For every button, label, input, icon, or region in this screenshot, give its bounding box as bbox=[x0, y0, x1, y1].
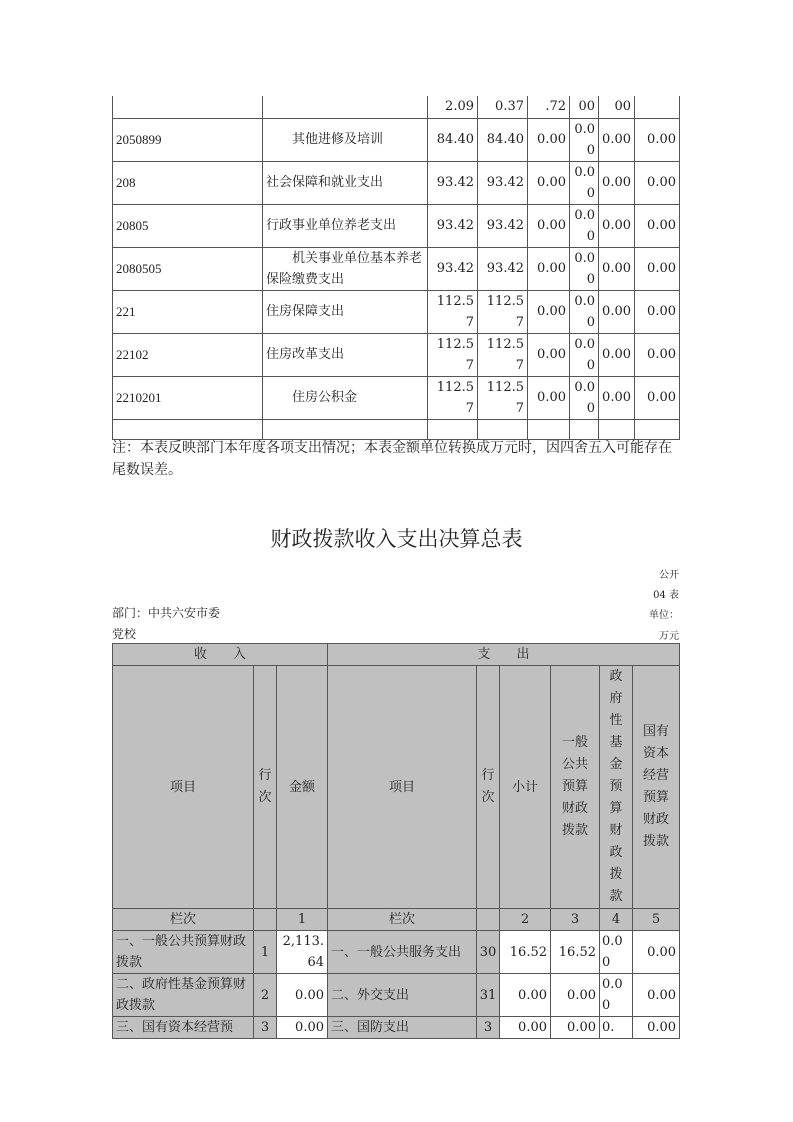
col-index-4: 4 bbox=[600, 909, 633, 931]
cell-c7: 0.00 bbox=[599, 161, 635, 204]
cell-code: 2210201 bbox=[113, 376, 263, 419]
cell-c6: 0.00 bbox=[570, 161, 599, 204]
cell-name bbox=[263, 96, 428, 118]
empty-cell bbox=[599, 419, 635, 439]
cell-basic: 93.42 bbox=[478, 204, 528, 247]
cell-project: 0.00 bbox=[528, 247, 570, 290]
cell-basic: 112.57 bbox=[478, 333, 528, 376]
table-row bbox=[113, 1017, 680, 1039]
table-row bbox=[113, 290, 680, 333]
cell-total: 93.42 bbox=[428, 161, 478, 204]
department-label: 部门：中共六安市委 bbox=[112, 606, 221, 620]
cell-total: 112.57 bbox=[428, 290, 478, 333]
general-budget-header-cell bbox=[551, 666, 600, 909]
cell-name: 住房改革支出 bbox=[263, 333, 428, 376]
cell-project: 0.00 bbox=[528, 333, 570, 376]
table-note: 注：本表反映部门本年度各项支出情况；本表金额单位转换成万元时，因四舍五入可能存在尾数误差。 bbox=[112, 440, 672, 478]
cell-code: 208 bbox=[113, 161, 263, 204]
cell-c8: 0.00 bbox=[635, 333, 680, 376]
empty-cell bbox=[635, 419, 680, 439]
cell-total: 93.42 bbox=[428, 204, 478, 247]
cell-name: 社会保障和就业支出 bbox=[263, 161, 428, 204]
cell-code bbox=[113, 96, 263, 118]
col-label: 栏次 bbox=[113, 909, 254, 931]
cell-c7: 0.00 bbox=[599, 118, 635, 161]
cell-name: 其他进修及培训 bbox=[263, 118, 428, 161]
department-label-cont: 党校 bbox=[112, 627, 137, 641]
expense-gov-fund: 0. bbox=[600, 1017, 633, 1039]
expense-gov-fund: 0.00 bbox=[600, 931, 633, 974]
expense-subtotal: 0.00 bbox=[500, 974, 551, 1017]
table-row bbox=[113, 204, 680, 247]
table-row bbox=[113, 333, 680, 376]
col-label-2: 栏次 bbox=[328, 909, 477, 931]
cell-total: 112.57 bbox=[428, 333, 478, 376]
income-amount: 0.00 bbox=[277, 1017, 328, 1039]
table-row bbox=[113, 118, 680, 161]
cell-basic: 112.57 bbox=[478, 376, 528, 419]
expense-row-no: 31 bbox=[477, 974, 500, 1017]
cell-project: 0.00 bbox=[528, 204, 570, 247]
general-budget-header: 一般公共预算财政拨款 bbox=[561, 735, 588, 838]
cell-code: 22102 bbox=[113, 333, 263, 376]
cell-basic: 84.40 bbox=[478, 118, 528, 161]
expense-subtotal: 0.00 bbox=[500, 1017, 551, 1039]
table-row bbox=[113, 974, 680, 1017]
cell-name: 行政事业单位养老支出 bbox=[263, 204, 428, 247]
income-amount-header: 金额 bbox=[277, 666, 328, 909]
expense-subtotal: 16.52 bbox=[500, 931, 551, 974]
cell-total-tail: 2.09 bbox=[428, 96, 478, 118]
cell-total: 112.57 bbox=[428, 376, 478, 419]
form-code-2: 04 表 bbox=[653, 590, 679, 601]
expense-gov-fund: 0.00 bbox=[600, 974, 633, 1017]
cell-c6-tail: 00 bbox=[570, 96, 599, 118]
state-capital-header: 国有资本经营预算财政拨款 bbox=[643, 724, 670, 849]
income-item: 二、政府性基金预算财政拨款 bbox=[113, 974, 254, 1017]
cell-project: 0.00 bbox=[528, 118, 570, 161]
cell-code: 2080505 bbox=[113, 247, 263, 290]
col-index-3: 3 bbox=[551, 909, 600, 931]
cell-c6: 0.00 bbox=[570, 376, 599, 419]
income-item-header: 项目 bbox=[113, 666, 254, 909]
cell-c8: 0.00 bbox=[635, 161, 680, 204]
table-row bbox=[113, 931, 680, 974]
income-amount: 2,113.64 bbox=[277, 931, 328, 974]
cell-basic: 112.57 bbox=[478, 290, 528, 333]
cell-basic: 93.42 bbox=[478, 161, 528, 204]
cell-code: 221 bbox=[113, 290, 263, 333]
income-item: 一、一般公共预算财政拨款 bbox=[113, 931, 254, 974]
fiscal-appropriation-summary-table bbox=[112, 643, 680, 1039]
income-row-no-header: 行次 bbox=[258, 768, 272, 805]
cell-name: 住房公积金 bbox=[263, 376, 428, 419]
empty-cell bbox=[263, 419, 428, 439]
cell-c7: 0.00 bbox=[599, 290, 635, 333]
expense-state-capital: 0.00 bbox=[633, 1017, 680, 1039]
cell-c8-tail bbox=[635, 96, 680, 118]
empty-cell bbox=[570, 419, 599, 439]
expense-row-no: 3 bbox=[477, 1017, 500, 1039]
unit-value: 万元 bbox=[659, 631, 679, 642]
expense-row-no-header: 行次 bbox=[481, 768, 495, 805]
cell-code: 2050899 bbox=[113, 118, 263, 161]
empty-cell bbox=[528, 419, 570, 439]
cell-project: 0.00 bbox=[528, 290, 570, 333]
expense-general-budget: 0.00 bbox=[551, 1017, 600, 1039]
table-row-partial bbox=[113, 96, 680, 118]
expense-row-no: 30 bbox=[477, 931, 500, 974]
empty-cell bbox=[478, 419, 528, 439]
col-index-empty bbox=[477, 909, 500, 931]
cell-c8: 0.00 bbox=[635, 118, 680, 161]
expenditure-detail-table bbox=[112, 96, 680, 440]
cell-c6: 0.00 bbox=[570, 247, 599, 290]
col-index-5: 5 bbox=[633, 909, 680, 931]
cell-total: 84.40 bbox=[428, 118, 478, 161]
cell-c8: 0.00 bbox=[635, 247, 680, 290]
expense-row-no-header-cell bbox=[477, 666, 500, 909]
cell-c7: 0.00 bbox=[599, 333, 635, 376]
header-row-columns bbox=[113, 666, 680, 909]
cell-basic: 93.42 bbox=[478, 247, 528, 290]
income-row-no: 2 bbox=[254, 974, 277, 1017]
gov-fund-header: 政府性基金预算财政拨款 bbox=[609, 669, 623, 904]
page-title: 财政拨款收入支出决算总表 bbox=[270, 527, 523, 551]
table-row-empty bbox=[113, 419, 680, 439]
income-row-no: 1 bbox=[254, 931, 277, 974]
income-header: 收 入 bbox=[113, 644, 328, 666]
cell-c6: 0.00 bbox=[570, 333, 599, 376]
expense-state-capital: 0.00 bbox=[633, 931, 680, 974]
col-index-2: 2 bbox=[500, 909, 551, 931]
col-index-empty bbox=[254, 909, 277, 931]
expense-state-capital: 0.00 bbox=[633, 974, 680, 1017]
expense-item: 三、国防支出 bbox=[328, 1017, 477, 1039]
cell-c7: 0.00 bbox=[599, 204, 635, 247]
cell-name: 住房保障支出 bbox=[263, 290, 428, 333]
expense-general-budget: 0.00 bbox=[551, 974, 600, 1017]
cell-basic-tail: 0.37 bbox=[478, 96, 528, 118]
income-amount: 0.00 bbox=[277, 974, 328, 1017]
cell-c8: 0.00 bbox=[635, 376, 680, 419]
cell-code: 20805 bbox=[113, 204, 263, 247]
cell-c8: 0.00 bbox=[635, 204, 680, 247]
cell-project: 0.00 bbox=[528, 376, 570, 419]
form-code-1: 公开 bbox=[659, 570, 679, 581]
column-index-row bbox=[113, 909, 680, 931]
cell-c6: 0.00 bbox=[570, 118, 599, 161]
cell-c6: 0.00 bbox=[570, 290, 599, 333]
gov-fund-header-cell bbox=[600, 666, 633, 909]
cell-c7: 0.00 bbox=[599, 247, 635, 290]
empty-cell bbox=[428, 419, 478, 439]
cell-c7-tail: 00 bbox=[599, 96, 635, 118]
expense-header: 支 出 bbox=[328, 644, 680, 666]
expense-item: 二、外交支出 bbox=[328, 974, 477, 1017]
income-row-no-header-cell bbox=[254, 666, 277, 909]
cell-c6: 0.00 bbox=[570, 204, 599, 247]
cell-c7: 0.00 bbox=[599, 376, 635, 419]
cell-c8: 0.00 bbox=[635, 290, 680, 333]
income-item: 三、国有资本经营预 bbox=[113, 1017, 254, 1039]
expense-general-budget: 16.52 bbox=[551, 931, 600, 974]
table-row bbox=[113, 376, 680, 419]
table-row bbox=[113, 247, 680, 290]
expense-item: 一、一般公共服务支出 bbox=[328, 931, 477, 974]
income-row-no: 3 bbox=[254, 1017, 277, 1039]
subtotal-header: 小计 bbox=[500, 666, 551, 909]
empty-cell bbox=[113, 419, 263, 439]
cell-project-tail: .72 bbox=[528, 96, 570, 118]
col-index-1: 1 bbox=[277, 909, 328, 931]
expense-item-header: 项目 bbox=[328, 666, 477, 909]
cell-name: 机关事业单位基本养老保险缴费支出 bbox=[263, 247, 428, 290]
header-row-group bbox=[113, 644, 680, 666]
unit-label: 单位： bbox=[649, 610, 679, 621]
cell-project: 0.00 bbox=[528, 161, 570, 204]
cell-total: 93.42 bbox=[428, 247, 478, 290]
state-capital-header-cell bbox=[633, 666, 680, 909]
table-row bbox=[113, 161, 680, 204]
